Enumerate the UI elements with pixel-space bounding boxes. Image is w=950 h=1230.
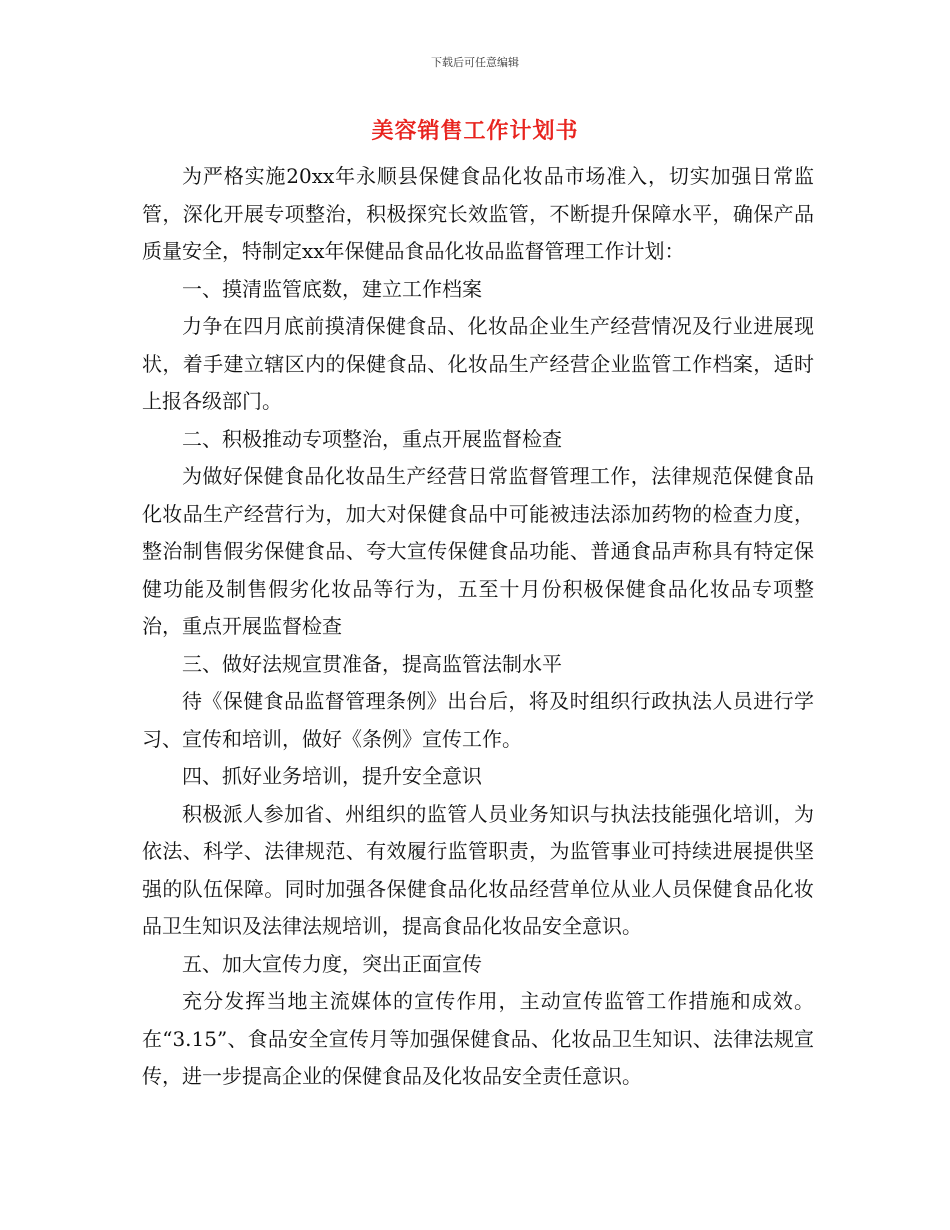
section-heading-3: 三、做好法规宣贯准备，提高监管法制水平	[182, 651, 562, 676]
section-heading-5: 五、加大宣传力度，突出正面宣传	[182, 951, 482, 976]
document-body	[142, 158, 814, 1096]
section-body-1: 力争在四月底前摸清保健食品、化妆品企业生产经营情况及行业进展现状，着手建立辖区内的保健食品、化妆品生产经营企业监管工作档案，适时上报各级部门。	[142, 314, 814, 413]
intro-paragraph: 为严格实施20xx年永顺县保健食品化妆品市场准入，切实加强日常监管，深化开展专项整治，积极探究长效监管，不断提升保障水平，确保产品质量安全，特制定xx年保健品食品化妆品监督管理工作计划：	[142, 164, 814, 263]
section-heading-1: 一、摸清监管底数，建立工作档案	[182, 276, 482, 301]
section-body-5: 充分发挥当地主流媒体的宣传作用，主动宣传监管工作措施和成效。在“3.15”、食品安全宣传月等加强保健食品、化妆品卫生知识、法律法规宣传，进一步提高企业的保健食品及化妆品安全责任意识。	[142, 989, 814, 1088]
document-title: 美容销售工作计划书	[371, 119, 579, 144]
section-body-3: 待《保健食品监督管理条例》出台后，将及时组织行政执法人员进行学习、宣传和培训，做好《条例》宣传工作。	[142, 689, 814, 751]
header-note: 下载后可任意编辑	[431, 56, 519, 69]
section-body-2: 为做好保健食品化妆品生产经营日常监督管理工作，法律规范保健食品化妆品生产经营行为，加大对保健食品中可能被违法添加药物的检查力度，整治制售假劣保健食品、夸大宣传保健食品功能、普通食品声称具有特定保健功能及制售假劣化妆品等行为，五至十月份积极保健食品化妆品专项整治，重点开展监督检查	[142, 464, 814, 638]
section-body-4: 积极派人参加省、州组织的监管人员业务知识与执法技能强化培训，为依法、科学、法律规范、有效履行监管职责，为监管事业可持续进展提供坚强的队伍保障。同时加强各保健食品化妆品经营单位从业人员保健食品化妆品卫生知识及法律法规培训，提高食品化妆品安全意识。	[142, 801, 814, 938]
section-heading-4: 四、抓好业务培训，提升安全意识	[182, 764, 482, 788]
section-heading-2: 二、积极推动专项整治，重点开展监督检查	[182, 426, 562, 451]
